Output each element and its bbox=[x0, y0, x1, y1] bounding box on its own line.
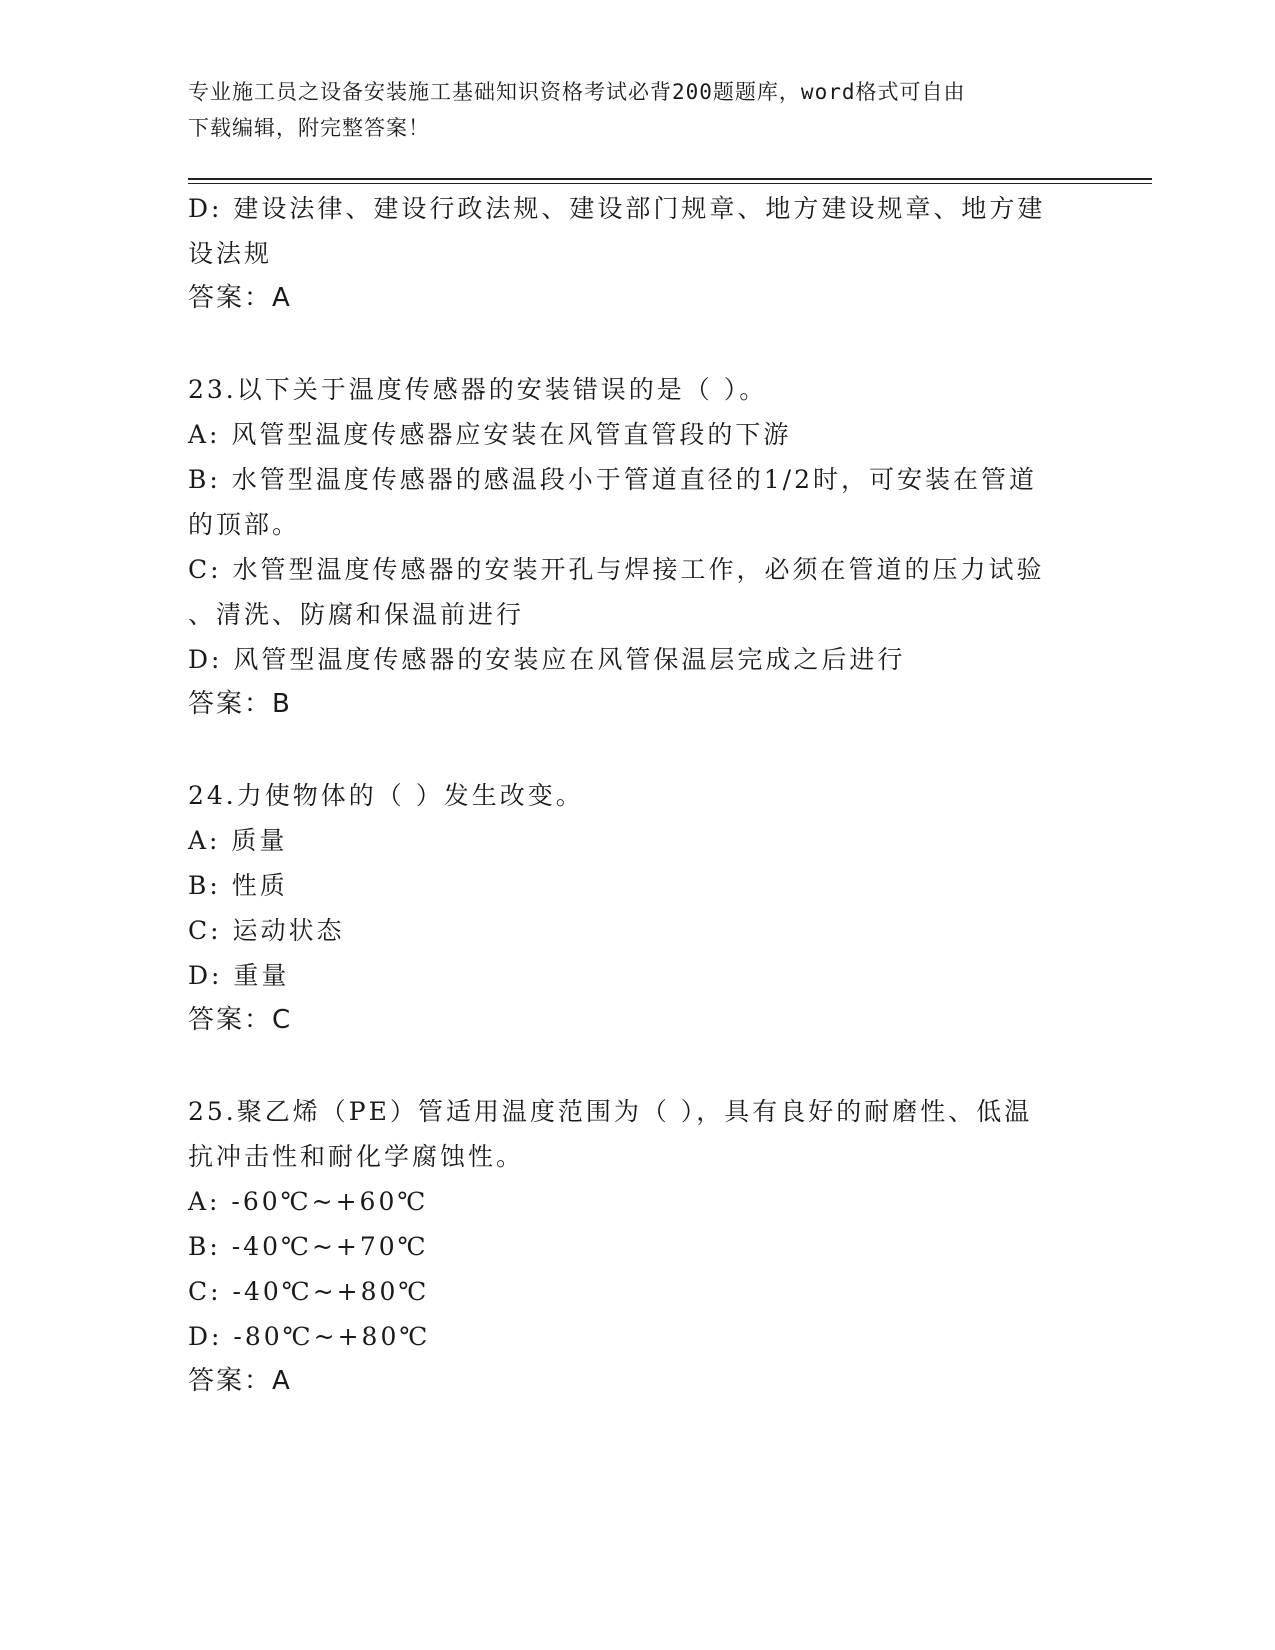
question-stem: 25.聚乙烯（PE）管适用温度范围为（ ），具有良好的耐磨性、低温 bbox=[188, 1097, 1033, 1126]
option-b-continued: 的顶部。 bbox=[188, 510, 301, 539]
option-d: D: 风管型温度传感器的安装应在风管保温层完成之后进行 bbox=[188, 645, 906, 674]
option-c-continued: 、清洗、防腐和保温前进行 bbox=[188, 600, 525, 629]
document-header bbox=[188, 74, 1088, 146]
option-c: C: -40℃~+80℃ bbox=[188, 1277, 430, 1306]
option-a: A: 风管型温度传感器应安装在风管直管段的下游 bbox=[188, 420, 792, 449]
spacer bbox=[188, 321, 1088, 367]
question-23 bbox=[188, 367, 1088, 727]
spacer bbox=[188, 727, 1088, 773]
question-stem: 24.力使物体的（ ）发生改变。 bbox=[188, 781, 584, 810]
question-24 bbox=[188, 773, 1088, 1043]
option-d: D: 重量 bbox=[188, 961, 290, 990]
answer: 答案：C bbox=[188, 1005, 293, 1035]
header-rule-thick bbox=[188, 178, 1152, 180]
option-d-continued: 设法规 bbox=[188, 239, 273, 268]
spacer bbox=[188, 1043, 1088, 1089]
header-rule-thin bbox=[188, 183, 1152, 184]
document-body bbox=[188, 186, 1088, 1404]
option-b: B: 性质 bbox=[188, 871, 288, 900]
answer: 答案：B bbox=[188, 689, 292, 719]
question-25 bbox=[188, 1089, 1088, 1404]
option-d: D: 建设法律、建设行政法规、建设部门规章、地方建设规章、地方建 bbox=[188, 194, 1046, 223]
question-stem-continued: 抗冲击性和耐化学腐蚀性。 bbox=[188, 1142, 525, 1171]
header-line-2: 下载编辑，附完整答案！ bbox=[188, 116, 430, 140]
option-c: C: 运动状态 bbox=[188, 916, 345, 945]
answer: 答案：A bbox=[188, 283, 292, 313]
header-line-1: 专业施工员之设备安装施工基础知识资格考试必背200题题库，word格式可自由 bbox=[188, 80, 966, 104]
option-b: B: -40℃~+70℃ bbox=[188, 1232, 429, 1261]
option-d: D: -80℃~+80℃ bbox=[188, 1322, 431, 1351]
question-22-tail bbox=[188, 186, 1088, 321]
option-a: A: -60℃~+60℃ bbox=[188, 1187, 429, 1216]
option-a: A: 质量 bbox=[188, 826, 288, 855]
option-b: B: 水管型温度传感器的感温段小于管道直径的1/2时，可安装在管道 bbox=[188, 465, 1037, 494]
answer: 答案：A bbox=[188, 1366, 292, 1396]
question-stem: 23.以下关于温度传感器的安装错误的是（ ）。 bbox=[188, 375, 768, 404]
option-c: C: 水管型温度传感器的安装开孔与焊接工作，必须在管道的压力试验 bbox=[188, 555, 1045, 584]
